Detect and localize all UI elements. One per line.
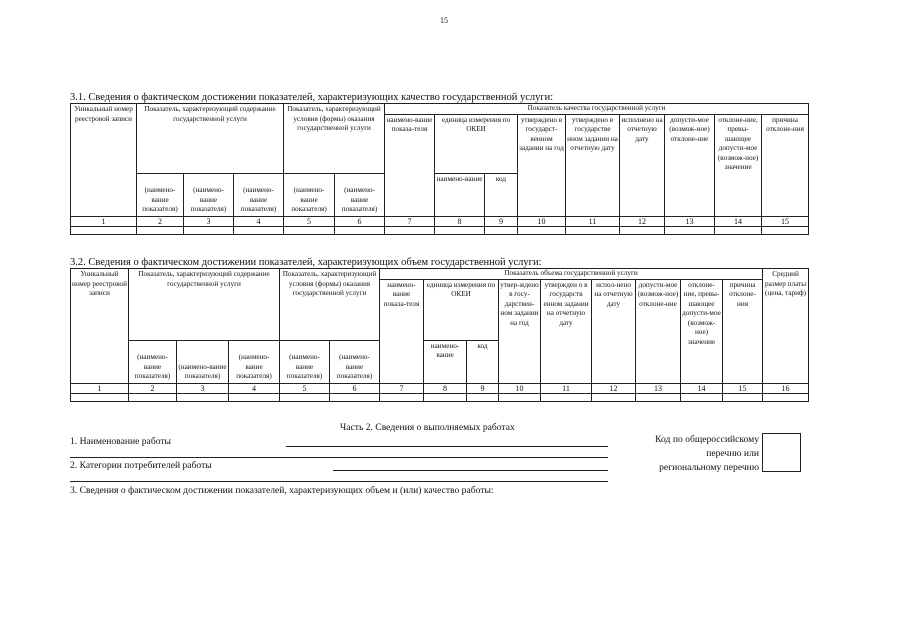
header-deviation-reason: причина отклоне-ния	[723, 279, 763, 383]
header-quality-group: Показатель качества государственной услуги	[385, 104, 809, 115]
column-number: 3	[177, 383, 229, 393]
subheader-indicator-name: (наимено-вание показателя)	[234, 173, 284, 216]
header-approved-period: утверждено в государстве нном задании на отчетную дату	[566, 114, 620, 216]
header-indicator-name: наимено-вание показа-теля	[385, 114, 435, 216]
page-number: 15	[440, 16, 448, 25]
header-conditions-indicator: Показатель, характеризующий условия (формы) оказания государственной услуги	[284, 104, 385, 174]
column-number: 11	[541, 383, 592, 393]
data-cell[interactable]	[229, 393, 280, 401]
subheader-indicator-name: (наимено-вание показателя)	[335, 173, 385, 216]
data-cell[interactable]	[385, 226, 435, 234]
subheader-indicator-name: (наимено-вание показателя)	[330, 340, 380, 383]
consumers-field[interactable]	[333, 470, 608, 471]
data-cell[interactable]	[184, 226, 234, 234]
data-cell[interactable]	[435, 226, 485, 234]
column-number: 14	[715, 216, 762, 226]
subheader-indicator-name: (наимено-вание показателя)	[137, 173, 184, 216]
data-cell[interactable]	[715, 226, 762, 234]
data-cell[interactable]	[518, 226, 566, 234]
consumers-field-continued[interactable]	[70, 481, 608, 482]
data-cell[interactable]	[620, 226, 665, 234]
section-3-2-title: 3.2. Сведения о фактическом достижении показателей, характеризующих объем государственной услуги:	[70, 257, 542, 268]
data-row	[71, 226, 809, 234]
data-cell[interactable]	[424, 393, 467, 401]
subheader-indicator-name: (наимено-вание показателя)	[177, 340, 229, 383]
column-number: 5	[280, 383, 330, 393]
quality-indicators-table	[70, 103, 809, 235]
data-cell[interactable]	[592, 393, 636, 401]
subheader-indicator-name: (наимено-вание показателя)	[229, 340, 280, 383]
data-row	[71, 393, 809, 401]
data-cell[interactable]	[763, 393, 809, 401]
data-cell[interactable]	[467, 393, 499, 401]
data-cell[interactable]	[280, 393, 330, 401]
header-conditions-indicator: Показатель, характеризующий условия (формы) оказания государственной услуги	[280, 269, 380, 341]
code-label-line-2: перечню или	[706, 448, 759, 459]
code-label-line-1: Код по общероссийскому	[655, 434, 759, 445]
header-average-price: Средний размер платы (цена, тариф)	[763, 269, 809, 384]
work-name-label: 1. Наименование работы	[70, 436, 172, 447]
header-excess-deviation: отклоне-ние, превы-шающее допусти-мое (возмож-ное) значение	[681, 279, 723, 383]
header-unit-okei: единица измерения по ОКЕИ	[424, 279, 499, 340]
header-volume-group: Показатель объема государственной услуги	[380, 269, 763, 280]
code-label	[620, 433, 759, 475]
header-executed: испол-нено на отчетную дату	[592, 279, 636, 383]
data-cell[interactable]	[284, 226, 335, 234]
column-number: 12	[620, 216, 665, 226]
subheader-indicator-name: (наимено-вание показателя)	[284, 173, 335, 216]
header-unit-okei: единица измерения по ОКЕИ	[435, 114, 518, 173]
data-cell[interactable]	[636, 393, 681, 401]
header-content-indicator: Показатель, характеризующий содержание государственной услуги	[129, 269, 280, 341]
data-cell[interactable]	[681, 393, 723, 401]
column-number: 2	[137, 216, 184, 226]
column-number: 9	[467, 383, 499, 393]
data-cell[interactable]	[485, 226, 518, 234]
consumers-label: 2. Категории потребителей работы	[70, 460, 212, 471]
column-number: 6	[335, 216, 385, 226]
subheader-indicator-name: (наимено-вание показателя)	[129, 340, 177, 383]
subheader-unit-code: код	[467, 340, 499, 383]
data-cell[interactable]	[330, 393, 380, 401]
subheader-indicator-name: (наимено-вание показателя)	[184, 173, 234, 216]
column-number: 14	[681, 383, 723, 393]
column-number: 12	[592, 383, 636, 393]
data-cell[interactable]	[566, 226, 620, 234]
data-cell[interactable]	[71, 393, 129, 401]
header-content-indicator: Показатель, характеризующий содержание государственной услуги	[137, 104, 284, 174]
header-approved-task: утвер-ждено в госу-дарствен-ном задании на год	[499, 279, 541, 383]
header-unique-number: Уникальный номер реестровой записи	[71, 104, 137, 217]
header-excess-deviation: отклоне-ние, превы-шающее допусти-мое (возмож-ное) значение	[715, 114, 762, 216]
column-number: 1	[71, 216, 137, 226]
registry-code-box[interactable]	[762, 433, 801, 472]
header-allowed-deviation: допусти-мое (возмож-ное) отклоне-ние	[636, 279, 681, 383]
header-unique-number: Уникальный номер реестровой записи	[71, 269, 129, 384]
code-label-line-3: региональному перечню	[659, 462, 759, 473]
header-allowed-deviation: допусти-мое (возмож-ное) отклоне-ние	[665, 114, 715, 216]
header-indicator-name: наимено-вание показа-теля	[380, 279, 424, 383]
column-number: 2	[129, 383, 177, 393]
column-number: 15	[762, 216, 809, 226]
column-number: 7	[380, 383, 424, 393]
data-cell[interactable]	[137, 226, 184, 234]
work-name-field[interactable]	[286, 446, 608, 447]
header-executed: исполнено на отчетную дату	[620, 114, 665, 216]
column-number: 1	[71, 383, 129, 393]
data-cell[interactable]	[335, 226, 385, 234]
data-cell[interactable]	[762, 226, 809, 234]
column-number: 5	[284, 216, 335, 226]
volume-indicators-table	[70, 268, 809, 402]
data-cell[interactable]	[723, 393, 763, 401]
column-number: 4	[229, 383, 280, 393]
column-number: 8	[435, 216, 485, 226]
column-number: 16	[763, 383, 809, 393]
work-name-field-continued[interactable]	[70, 457, 608, 458]
column-number: 13	[665, 216, 715, 226]
subheader-indicator-name: (наимено-вание показателя)	[280, 340, 330, 383]
data-cell[interactable]	[234, 226, 284, 234]
column-number: 11	[566, 216, 620, 226]
subheader-unit-code: код	[485, 173, 518, 216]
data-cell[interactable]	[541, 393, 592, 401]
column-number: 4	[234, 216, 284, 226]
header-deviation-reason: причина отклоне-ния	[762, 114, 809, 216]
column-number: 8	[424, 383, 467, 393]
data-cell[interactable]	[499, 393, 541, 401]
column-number: 7	[385, 216, 435, 226]
subheader-unit-name: наимено-вание	[424, 340, 467, 383]
subheader-unit-name: наимено-вание	[435, 173, 485, 216]
data-cell[interactable]	[177, 393, 229, 401]
column-number: 10	[499, 383, 541, 393]
header-approved-task: утверждено в государст-венном задании на год	[518, 114, 566, 216]
column-number: 3	[184, 216, 234, 226]
column-number: 6	[330, 383, 380, 393]
section-3-1-title: 3.1. Сведения о фактическом достижении показателей, характеризующих качество государственной услуги:	[70, 92, 554, 103]
section-3-title: 3. Сведения о фактическом достижении показателей, характеризующих объем и (или) качество работы:	[70, 485, 494, 496]
data-cell[interactable]	[71, 226, 137, 234]
data-cell[interactable]	[129, 393, 177, 401]
column-number: 9	[485, 216, 518, 226]
column-number: 10	[518, 216, 566, 226]
column-number: 13	[636, 383, 681, 393]
column-number: 15	[723, 383, 763, 393]
part-2-title: Часть 2. Сведения о выполняемых работах	[340, 422, 515, 433]
data-cell[interactable]	[380, 393, 424, 401]
data-cell[interactable]	[665, 226, 715, 234]
header-approved-period: утвержден о в государств енном задании на отчетную дату	[541, 279, 592, 383]
